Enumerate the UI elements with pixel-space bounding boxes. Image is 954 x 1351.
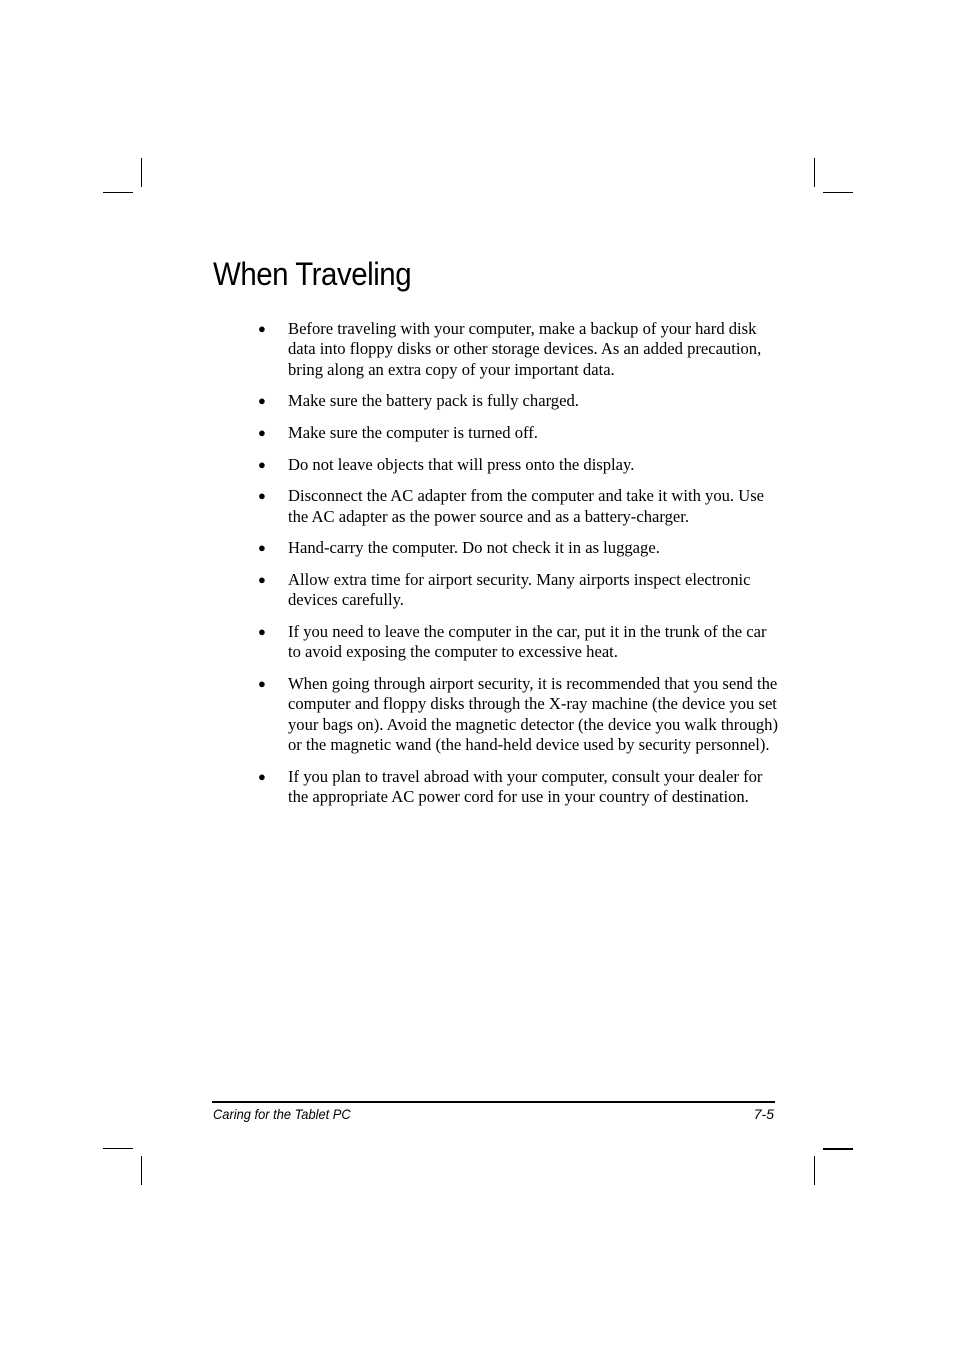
footer-page-number: 7-5 — [753, 1106, 774, 1122]
list-item — [258, 319, 778, 380]
list-item-text: Make sure the computer is turned off. — [288, 422, 538, 442]
list-item — [258, 622, 778, 663]
list-item — [258, 538, 778, 558]
bullet-icon: ● — [258, 456, 266, 472]
list-item-text: Before traveling with your computer, make a backup of your hard disk data into floppy disks or other storage devices. As an added precaution, bring along an extra copy of your important data. — [288, 319, 762, 379]
bullet-icon: ● — [258, 424, 266, 440]
list-item — [258, 455, 778, 475]
bullet-icon: ● — [258, 572, 266, 588]
list-item-text: If you plan to travel abroad with your computer, consult your dealer for the appropriate AC power cord for use in your country of destination. — [288, 766, 763, 806]
crop-mark-bottom-right-horizontal — [823, 1148, 853, 1150]
crop-mark-top-left-vertical — [141, 158, 142, 187]
list-item-text: Hand-carry the computer. Do not check it in as luggage. — [288, 538, 660, 558]
list-item — [258, 391, 778, 411]
bullet-list — [258, 319, 778, 819]
crop-mark-top-left-horizontal — [103, 192, 133, 193]
list-item-text: Allow extra time for airport security. Many airports inspect electronic devices carefully. — [288, 570, 751, 610]
page-title: When Traveling — [213, 256, 412, 292]
crop-mark-top-right-horizontal — [823, 192, 853, 193]
crop-mark-bottom-right-vertical — [814, 1156, 815, 1185]
footer-divider — [212, 1101, 775, 1103]
bullet-icon: ● — [258, 624, 266, 639]
footer-section-title: Caring for the Tablet PC — [213, 1106, 351, 1122]
list-item-text: Disconnect the AC adapter from the computer and take it with you. Use the AC adapter as the power source and as a battery-charger. — [288, 486, 765, 526]
crop-mark-bottom-left-vertical — [141, 1156, 142, 1185]
list-item — [258, 423, 778, 443]
bullet-icon: ● — [258, 321, 266, 336]
bullet-icon: ● — [258, 768, 266, 784]
crop-mark-bottom-left-horizontal — [103, 1148, 133, 1149]
list-item-text: When going through airport security, it is recommended that you send the computer and floppy disks through the X-ray machine (the device you set your bags on). Avoid the magnetic detector (the device you walk through) or the magnetic wand (the hand-held device used by security personnel). — [288, 673, 778, 754]
list-item — [258, 767, 778, 808]
list-item — [258, 486, 778, 527]
bullet-icon: ● — [258, 675, 266, 691]
bullet-icon: ● — [258, 393, 266, 409]
crop-mark-top-right-vertical — [814, 158, 815, 187]
bullet-icon: ● — [258, 488, 266, 504]
list-item — [258, 570, 778, 611]
list-item-text: If you need to leave the computer in the car, put it in the trunk of the car to avoid exposing the computer to excessive heat. — [288, 622, 767, 662]
list-item — [258, 674, 778, 755]
list-item-text: Make sure the battery pack is fully charged. — [288, 391, 579, 411]
bullet-icon: ● — [258, 540, 266, 556]
list-item-text: Do not leave objects that will press onto the display. — [288, 454, 635, 474]
